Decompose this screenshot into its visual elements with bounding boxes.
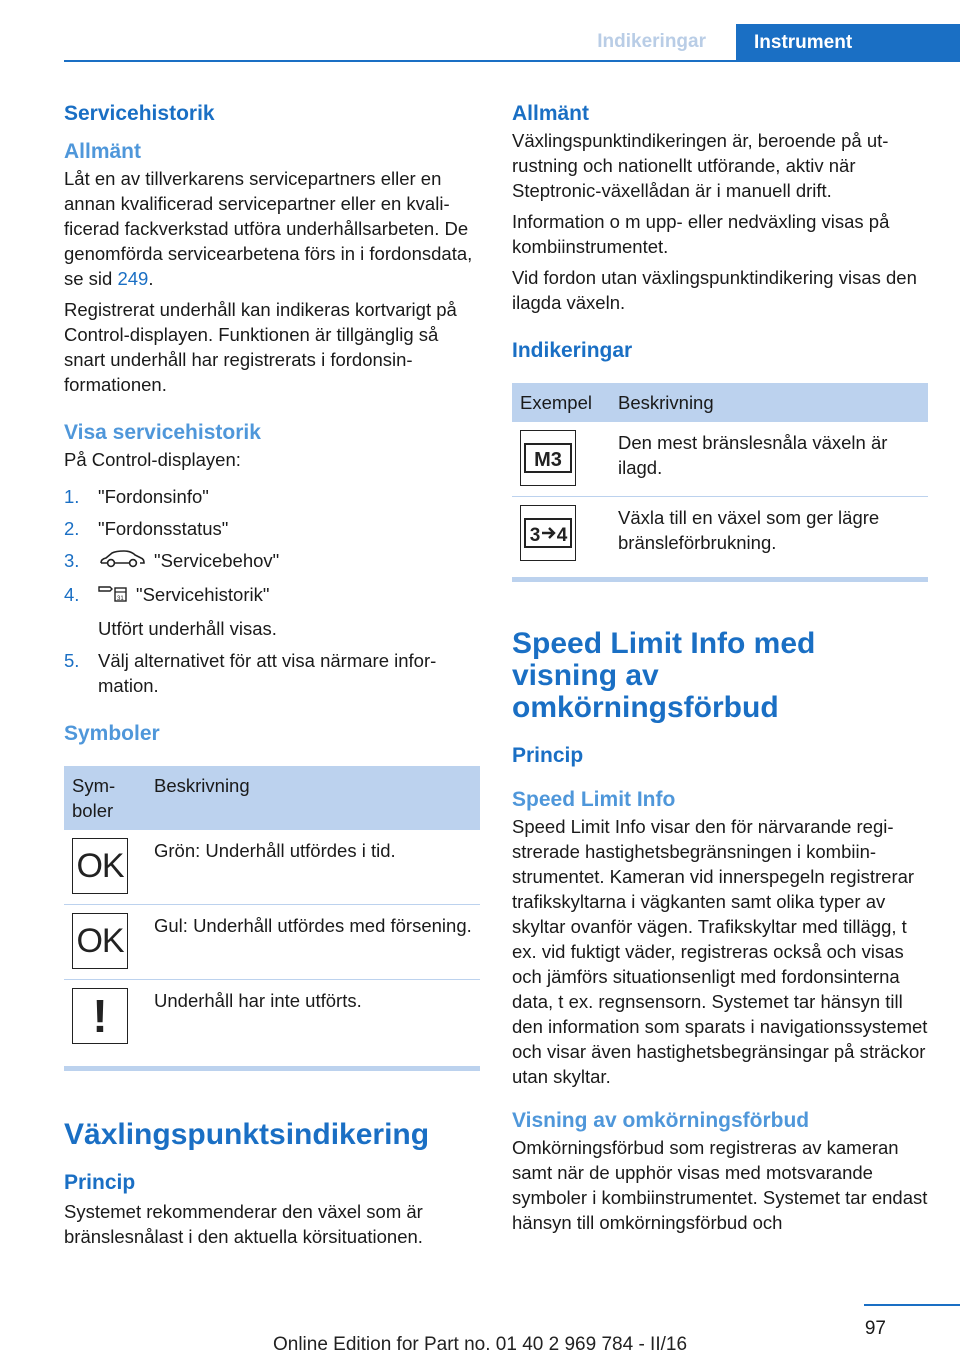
table-row: OK Gul: Underhåll utfördes med försening. [64,905,480,980]
paragraph-no-indicator: Vid fordon utan växlingspunktindikering visas den ilagda växeln. [512,267,917,313]
heading-symboler: Symboler [64,722,160,746]
heading-allmant-right: Allmänt [512,102,590,125]
list-item: 4. 31 "Servicehistorik" Utfört underhåll visas. [64,584,277,640]
list-item: 2. "Fordonsstatus" [64,518,229,539]
shift-3-to-4-icon [520,505,576,561]
paragraph-service-intro: Låt en av tillverkarens servicepartners eller en annan kvalificerad servicepartner eller en kvalificerad fackverkstad utföra underhållsarbeten. De genomförda servicearbetena förs in i fordonsdata, se sid 249. [64,168,473,289]
header-tab-chapter[interactable]: Instrument [736,24,960,62]
ok-yellow-icon: OK [72,913,128,969]
list-item: 5. Välj alternativet för att visa närmare information. [64,650,437,697]
table-row: ! Underhåll har inte utförts. [64,980,480,1067]
heading-indikeringar: Indikeringar [512,339,633,362]
heading-vaxlingspunktsindikering: Växlingspunktsindikering [64,1118,430,1152]
table-row: 3 4 Växla till en växel som ger lägre bränsleförbrukning. [512,497,928,578]
paragraph-sli: Speed Limit Info visar den för närvarande registrerade hastighetsbegränsningen i kombiinstrumentet. Kameran vid innerspegeln registrerar trafikskyltarna i vägkanten samt olika typer av skyltar ovanför vägen. Trafikskyltar med tillägg, t ex. vid fuktigt väder, registreras också och visas och jämförs situationsenligt med fordonsinterna data, t ex. regnsensorn. Systemet tar hänsyn till den information som sparats i navigationssystemet och visar även hastighetsbegränsingar på sträckor utan skyltar. [512,816,928,1087]
indicators-table [512,383,928,577]
heading-servicehistorik: Servicehistorik [64,102,215,125]
exclamation-icon: ! [72,988,128,1044]
paragraph-steptronic: Växlingspunktindikeringen är, beroende på utrustning och nationellt utförande, aktiv när Steptronic-växellådan är i manuell drift. [512,130,889,201]
car-service-icon [98,549,146,575]
page-reference-link[interactable]: 249 [117,268,149,289]
gear-m3-icon [520,430,576,486]
table-header: Beskrivning [146,766,480,830]
paragraph-princip: Systemet rekommenderar den växel som är bränslesnålast i den aktuella körsituationen. [64,1201,423,1248]
footer-edition: Online Edition for Part no. 01 40 2 969 784 - II/16 [272,1334,688,1355]
paragraph-omkorningsforbud: Omkörningsförbud som registreras av kameran samt när de upphör visas med motsvarande symboler i kombiinstrumentet. Systemet tar endast hänsyn till omkörningsförbud och [512,1137,928,1233]
table-end-rule [64,1066,480,1071]
page-header [0,0,960,62]
ok-green-icon: OK [72,838,128,894]
table-end-rule [512,577,928,582]
table-header: Exempel [512,383,610,422]
service-history-icon [98,583,128,609]
heading-allmant: Allmänt [64,140,142,163]
steps-list [64,484,480,698]
header-tab-section[interactable]: Indikeringar [597,31,706,52]
page-number: 97 [864,1318,886,1339]
symbols-table [64,766,480,1066]
svg-text:4: 4 [556,525,568,546]
list-item: 3. "Servicebehov" [64,548,480,575]
heading-princip-right: Princip [512,744,584,767]
table-header: Symboler [64,766,146,830]
paragraph-shift-info: Information o m upp- eller nedväxling visas på kombiinstrumentet. [512,211,890,257]
header-rule [64,60,960,62]
heading-visa-servicehistorik: Visa servicehistorik [64,421,261,444]
svg-text:M3: M3 [534,449,562,471]
table-row: M3 Den mest bränslesnåla växeln är ilagd. [512,422,928,497]
table-row: OK Grön: Underhåll utfördes i tid. [64,830,480,905]
heading-speed-limit-info: Speed Limit Info med visning av omkörningsförbud [512,627,816,724]
table-header: Beskrivning [610,383,928,422]
heading-visning-omkorningsforbud: Visning av omkörningsförbud [512,1109,810,1132]
right-column [512,100,928,1235]
heading-sli: Speed Limit Info [512,788,676,811]
paragraph-control-display: På Control-displayen: [64,449,241,470]
heading-princip: Princip [64,1171,136,1195]
paragraph-registered-maintenance: Registrerat underhåll kan indikeras kortvarigt på Control-displayen. Funktionen är tillgänglig så snart underhåll har registrerats i fordonsinformationen. [64,299,457,395]
left-column [64,100,480,1249]
footer-rule [864,1304,960,1306]
svg-text:3: 3 [529,525,541,546]
list-item: 1. "Fordonsinfo" [64,486,209,507]
svg-text:31: 31 [117,596,124,603]
